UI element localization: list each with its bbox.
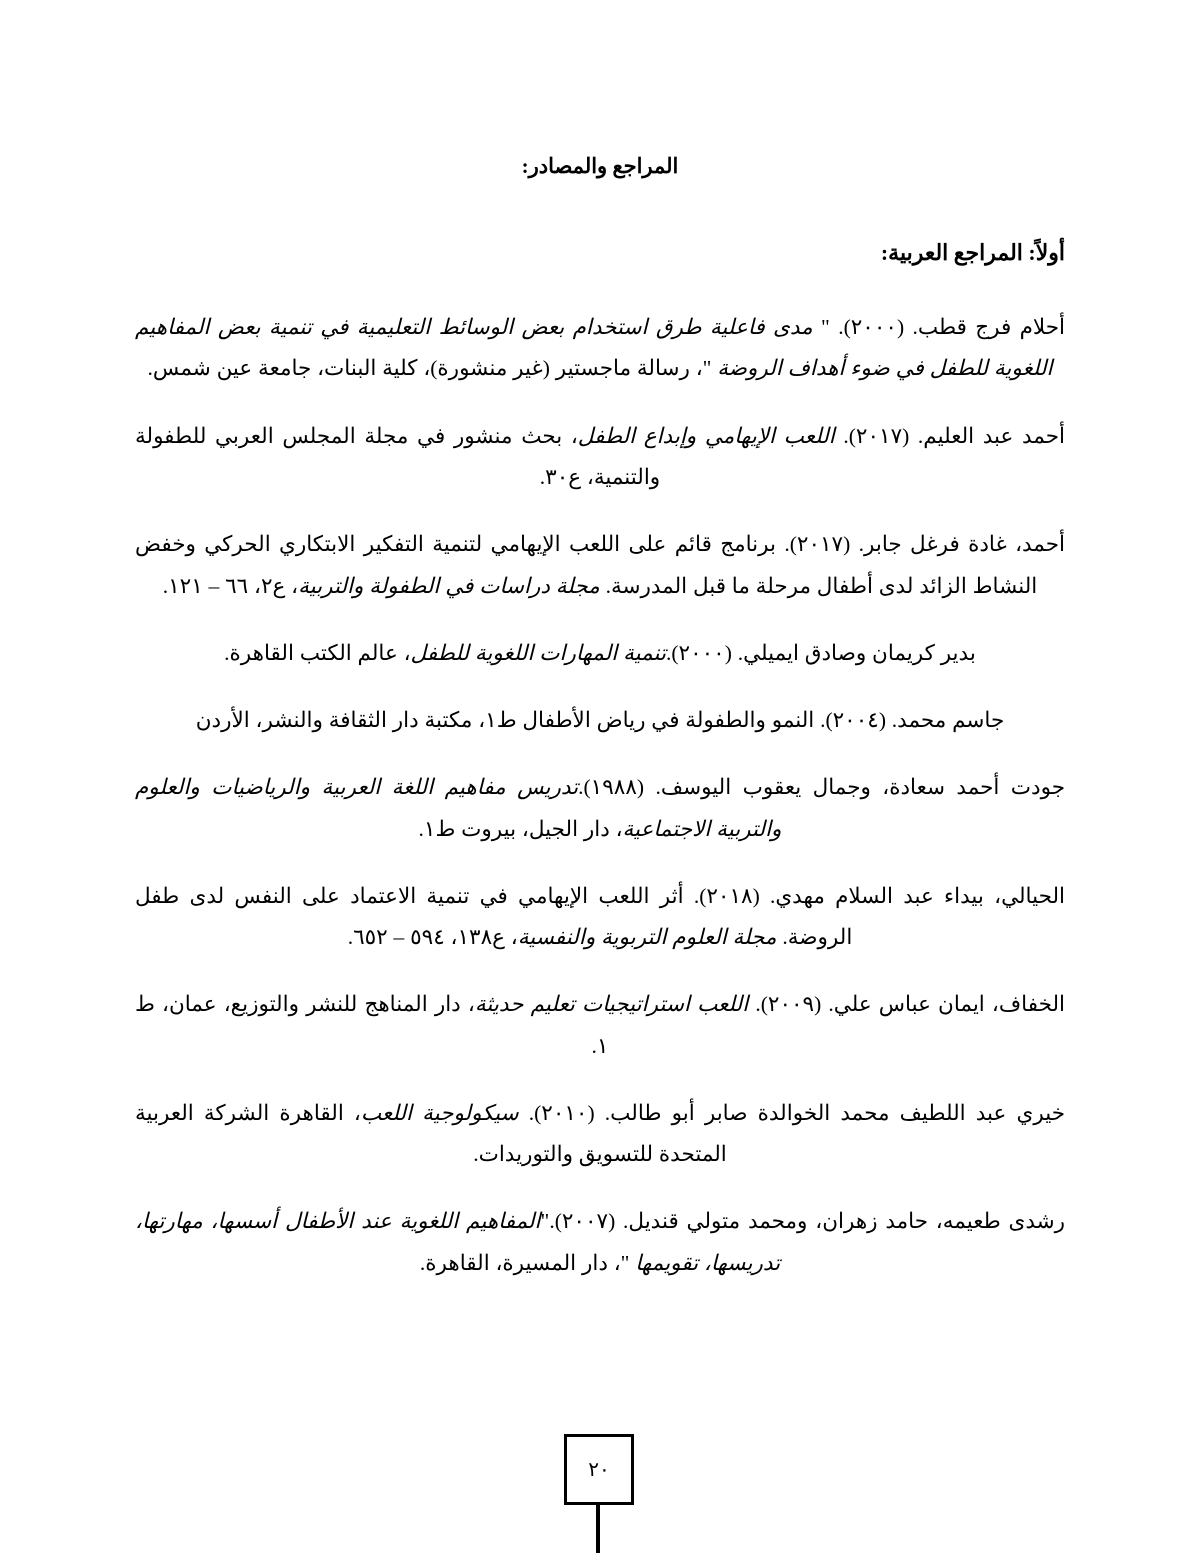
reference-entry — [135, 984, 1065, 1067]
reference-entry — [135, 633, 1065, 674]
reference-author-year: الخفاف، ايمان عباس علي. (٢٠٠٩). — [748, 992, 1065, 1017]
reference-title-italic: المفاهيم اللغوية عند الأطفال أسسها، مهارتها، تدريسها، تقويمها — [135, 1209, 781, 1275]
reference-publication-info: ، دار المناهج للنشر والتوزيع، عمان، ط ١. — [135, 992, 609, 1058]
reference-author-year: خيري عبد اللطيف محمد الخوالدة صابر أبو طالب. (٢٠١٠). — [518, 1100, 1065, 1125]
reference-entry — [135, 767, 1065, 850]
reference-author-year: جاسم محمد. (٢٠٠٤). النمو والطفولة في رياض الأطفال ط١، مكتبة دار الثقافة والنشر، الأردن — [195, 708, 1005, 733]
reference-author-year: رشدى طعيمه، حامد زهران، ومحمد متولي قنديل. (٢٠٠٧)." — [540, 1209, 1066, 1234]
reference-author-year: أحمد عبد العليم. (٢٠١٧). — [834, 423, 1066, 448]
reference-publication-info: ، القاهرة الشركة العربية المتحدة للتسويق والتوريدات. — [135, 1100, 727, 1167]
reference-author-year: أحلام فرج قطب. (٢٠٠٠). " — [812, 315, 1066, 340]
reference-publication-info: "، رسالة ماجستير (غير منشورة)، كلية البنات، جامعة عين شمس. — [147, 356, 718, 381]
reference-title-italic: مجلة دراسات في الطفولة والتربية — [298, 573, 600, 598]
reference-title-italic: مجلة العلوم التربوية والنفسية — [517, 925, 777, 950]
reference-title-italic: تنمية المهارات اللغوية للطفل — [410, 640, 666, 665]
reference-publication-info: ، ع٢، ٦٦ – ١٢١. — [162, 573, 299, 598]
reference-entry — [135, 1201, 1065, 1284]
reference-title-italic: اللعب استراتيجيات تعليم حديثة — [474, 992, 749, 1017]
reference-entry — [135, 416, 1065, 499]
section-heading-arabic-references: أولاً: المراجع العربية: — [880, 240, 1065, 266]
reference-entry — [135, 700, 1065, 741]
page-number-stem-line — [596, 1505, 600, 1553]
reference-publication-info: ، ع١٣٨، ٥٩٤ – ٦٥٢. — [347, 925, 518, 950]
reference-author-year: جودت أحمد سعادة، وجمال يعقوب اليوسف. (١٩٨٨). — [578, 775, 1066, 800]
reference-list — [135, 307, 1065, 1284]
page-content — [135, 0, 1065, 1284]
reference-entry — [135, 307, 1065, 390]
reference-title-italic: سيكولوجية اللعب — [360, 1100, 519, 1125]
reference-author-year: الحيالي، بيداء عبد السلام مهدي. (٢٠١٨). أثر اللعب الإيهامي في تنمية الاعتماد على النفس لدى طفل الروضة. — [135, 883, 1065, 950]
page-number-box — [564, 1434, 634, 1505]
page-number-footer — [0, 1434, 1200, 1553]
page-number-value: ٢٠ — [588, 1459, 610, 1481]
page-title: المراجع والمصادر: — [521, 154, 679, 178]
reference-author-year: أحمد، غادة فرغل جابر. (٢٠١٧). برنامج قائم على اللعب الإيهامي لتنمية التفكير الابتكاري الحركي وخفض النشاط الزائد لدى أطفال مرحلة ما قبل المدرسة. — [135, 532, 1065, 598]
reference-entry — [135, 1093, 1065, 1176]
reference-title-italic: اللعب الإيهامي وإبداع الطفل — [577, 423, 835, 448]
reference-entry — [135, 876, 1065, 959]
reference-publication-info: ، عالم الكتب القاهرة. — [224, 640, 411, 665]
reference-publication-info: ، دار الجيل، بيروت ط١. — [418, 816, 623, 841]
reference-publication-info: ، بحث منشور في مجلة المجلس العربي للطفولة والتنمية، ع٣٠. — [135, 423, 661, 489]
reference-title-italic: تدريس مفاهيم اللغة العربية والرياضيات والعلوم والتربية الاجتماعية — [135, 775, 782, 841]
reference-entry — [135, 524, 1065, 607]
reference-author-year: بدير كريمان وصادق ايميلي. (٢٠٠٠). — [665, 640, 976, 665]
reference-publication-info: "، دار المسيرة، القاهرة. — [419, 1250, 636, 1275]
reference-title-italic: مدى فاعلية طرق استخدام بعض الوسائط التعليمية في تنمية بعض المفاهيم اللغوية للطفل في ضوء أهداف الروضة — [135, 315, 1053, 381]
